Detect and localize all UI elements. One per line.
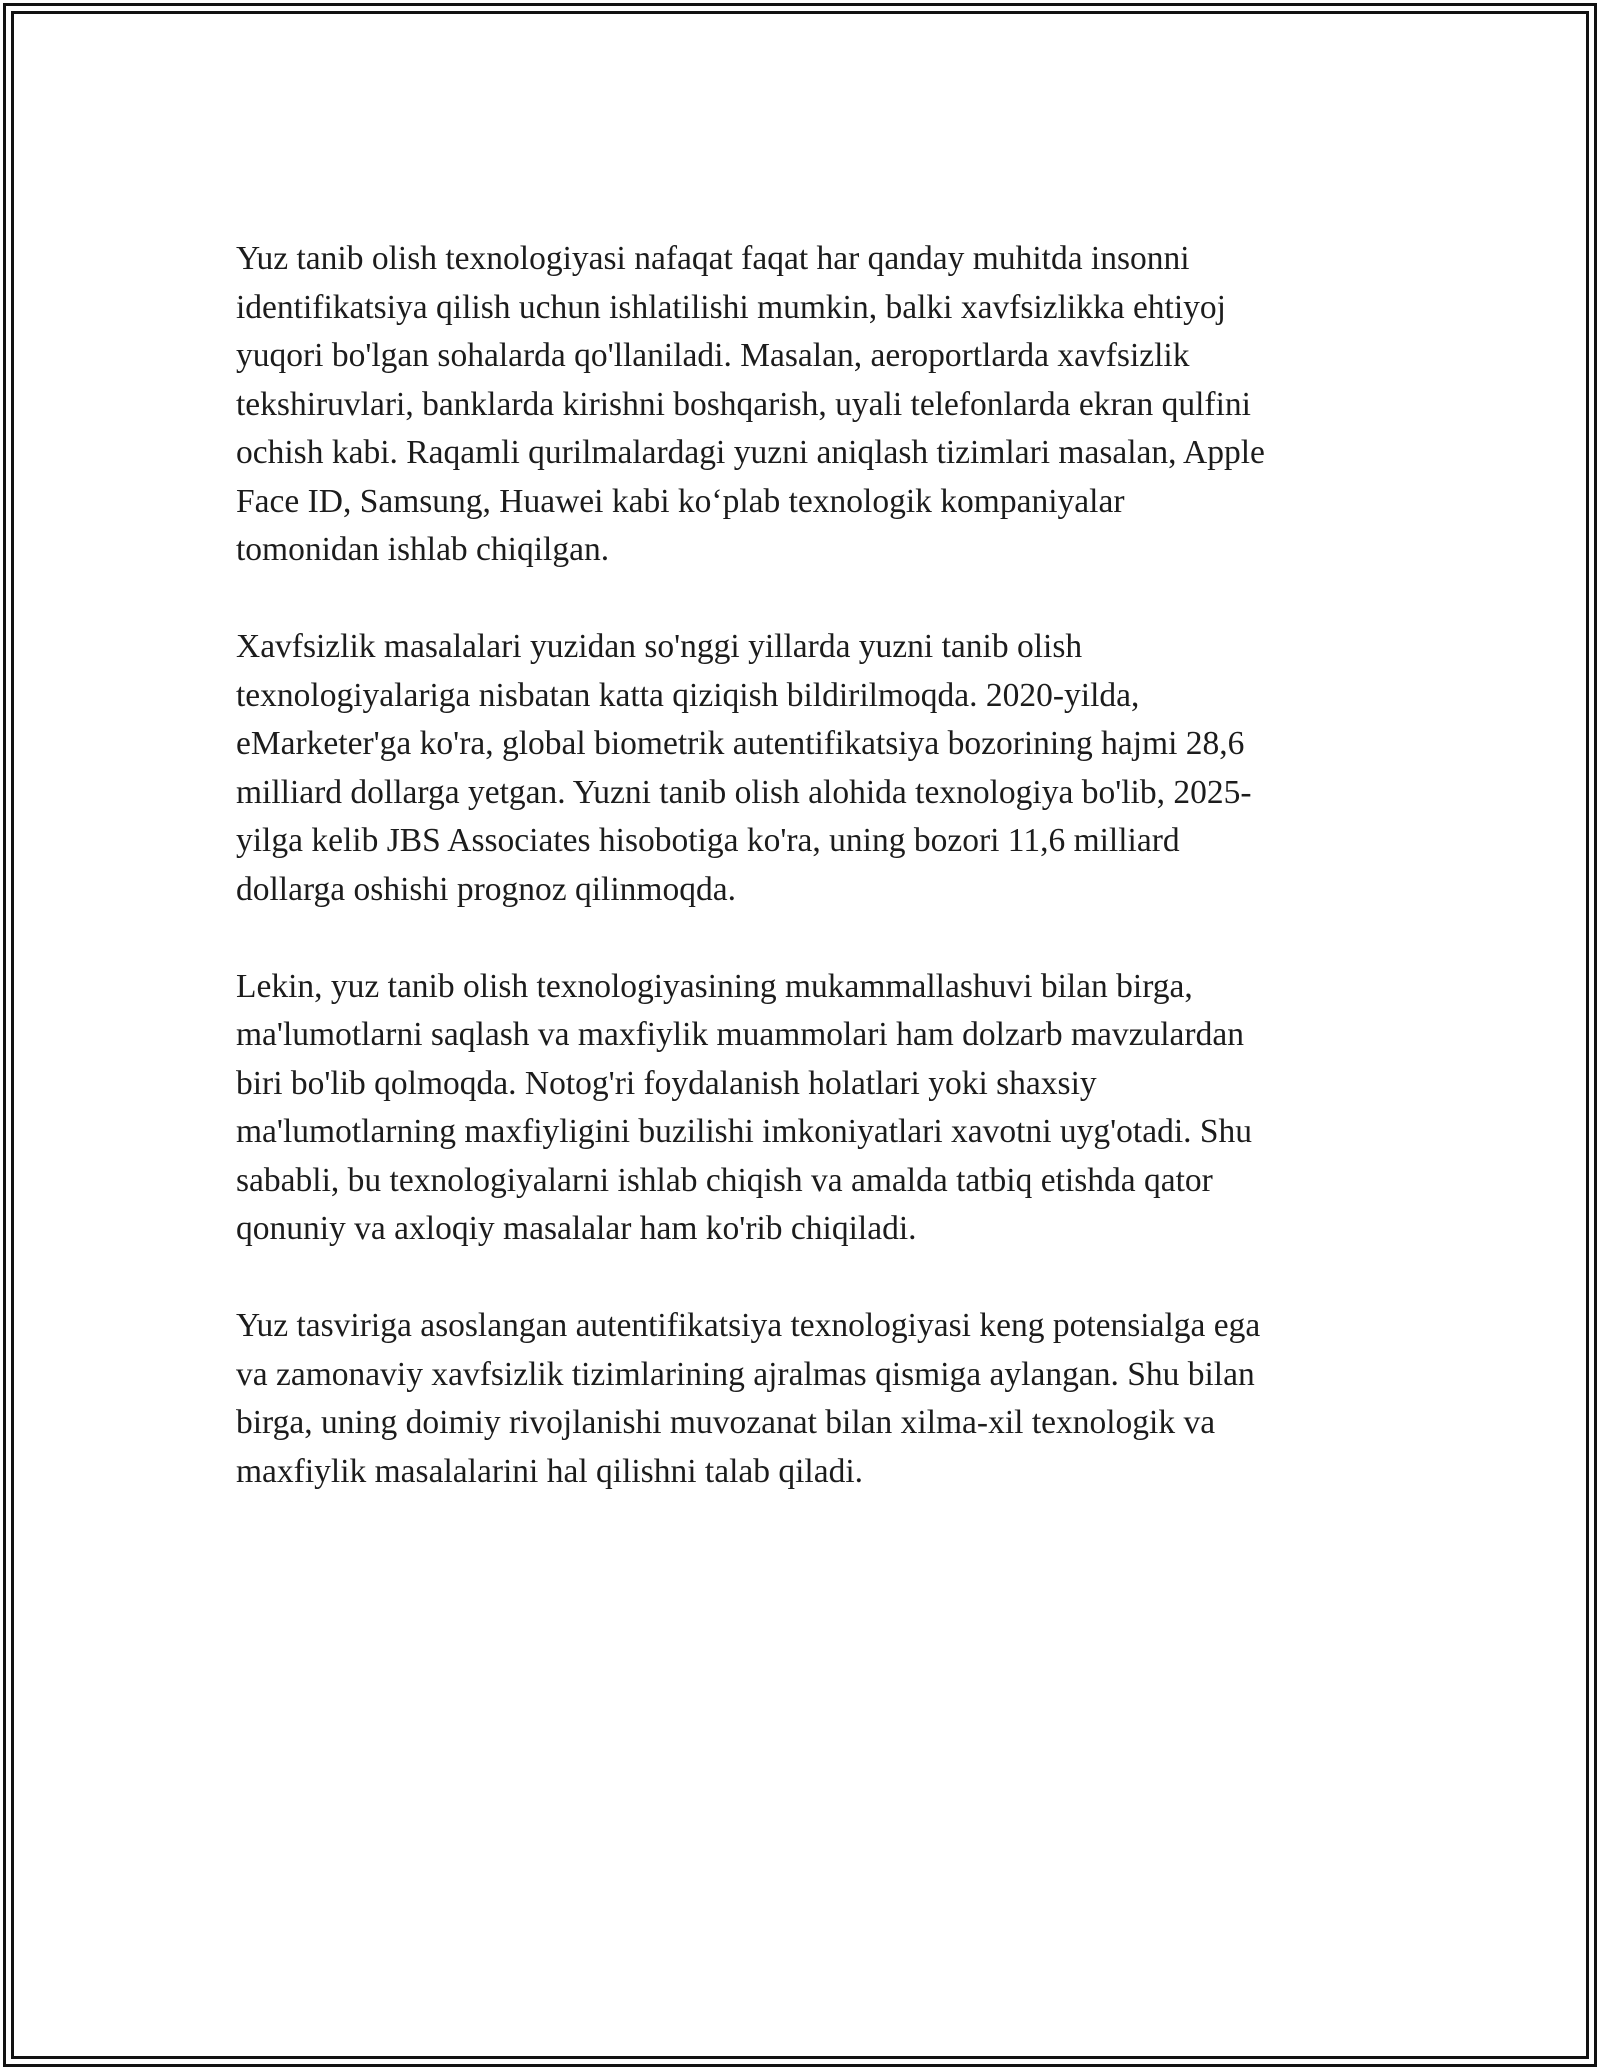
paragraph-face-recognition-uses: Yuz tanib olish texnologiyasi nafaqat faqat har qanday muhitda insonni identifikatsiya qilish uchun ishlatilishi mumkin, balki xavfsizlikka ehtiyoj yuqori bo'lgan sohalarda qo'llaniladi. Masalan, aeroportlarda xavfsizlik tekshiruvlari, banklarda kirishni boshqarish, uyali telefonlarda ekran qulfini ochish kabi. Raqamli qurilmalardagi yuzni aniqlash tizimlari masalan, Apple Face ID, Samsung, Huawei kabi koʻplab texnologik kompaniyalar tomonidan ishlab chiqilgan. (236, 240, 1265, 568)
paragraph-market-statistics: Xavfsizlik masalalari yuzidan so'nggi yillarda yuzni tanib olish texnologiyalariga nisbatan katta qiziqish bildirilmoqda. 2020-yilda, eMarketer'ga ko'ra, global biometrik autentifikatsiya bozorining hajmi 28,6 milliard dollarga yetgan. Yuzni tanib olish alohida texnologiya bo'lib, 2025- yilga kelib JBS Associates hisobotiga ko'ra, uning bozori 11,6 milliard dollarga oshishi prognoz qilinmoqda. (236, 628, 1252, 908)
paragraph-conclusion: Yuz tasviriga asoslangan autentifikatsiya texnologiyasi keng potensialga ega va zamonaviy xavfsizlik tizimlarining ajralmas qismiga aylangan. Shu bilan birga, uning doimiy rivojlanishi muvozanat bilan xilma-xil texnologik va maxfiylik masalalarini hal qilishni talab qiladi. (236, 1307, 1261, 1490)
document-body (236, 235, 1396, 1545)
paragraph-privacy-concerns: Lekin, yuz tanib olish texnologiyasining mukammallashuvi bilan birga, ma'lumotlarni saqlash va maxfiylik muammolari ham dolzarb mavzulardan biri bo'lib qolmoqda. Notog'ri foydalanish holatlari yoki shaxsiy ma'lumotlarning maxfiyligini buzilishi imkoniyatlari xavotni uyg'otadi. Shu sababli, bu texnologiyalarni ishlab chiqish va amalda tatbiq etishda qator qonuniy va axloqiy masalalar ham ko'rib chiqiladi. (236, 967, 1253, 1247)
